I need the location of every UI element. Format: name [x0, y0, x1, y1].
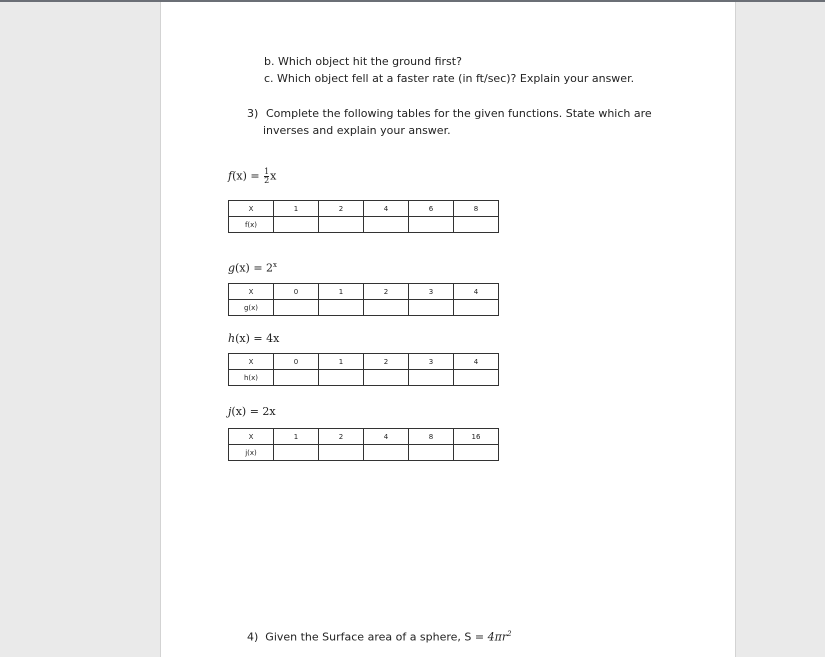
table-j-header-jx: j(x) [229, 445, 274, 461]
table-j-answer-cell [274, 445, 319, 461]
table-f-header-x: X [229, 201, 274, 217]
function-g-arg: (x) = 2 [235, 261, 274, 275]
table-f-cell: 4 [364, 201, 409, 217]
function-f-name: f [228, 169, 233, 183]
table-g-answer-cell [319, 300, 364, 316]
table-g-cell: 3 [409, 284, 454, 300]
table-f-cell: 8 [454, 201, 499, 217]
table-h-row-x [229, 354, 499, 370]
table-j-answer-cell [364, 445, 409, 461]
table-f [228, 200, 499, 233]
function-f-tail: x [270, 169, 277, 183]
table-h-header-x: X [229, 354, 274, 370]
function-h-label [228, 332, 279, 345]
question-4-number: 4) [247, 630, 259, 644]
table-h-row-hx [229, 370, 499, 386]
table-h-cell: 4 [454, 354, 499, 370]
function-h-arg: (x) = 4x [235, 332, 280, 345]
document-page [160, 2, 736, 657]
table-h-answer-cell [274, 370, 319, 386]
table-g-answer-cell [409, 300, 454, 316]
table-g-answer-cell [364, 300, 409, 316]
table-h-answer-cell [364, 370, 409, 386]
table-j-cell: 16 [454, 429, 499, 445]
table-h-cell: 3 [409, 354, 454, 370]
table-f-answer-cell [409, 217, 454, 233]
question-3-line-1: Complete the following tables for the given functions. State which are [266, 107, 652, 120]
table-g-cell: 4 [454, 284, 499, 300]
question-4-text: Given the Surface area of a sphere, S [265, 630, 472, 644]
table-g-answer-cell [274, 300, 319, 316]
function-j-arg: (x) = 2x [231, 405, 276, 418]
question-3-line-2: inverses and explain your answer. [263, 124, 451, 137]
table-j-row-x [229, 429, 499, 445]
fraction-denominator: 2 [264, 176, 270, 185]
function-f-label [228, 168, 276, 185]
table-h-answer-cell [409, 370, 454, 386]
question-2b: b. Which object hit the ground first? [264, 55, 462, 68]
table-f-cell: 6 [409, 201, 454, 217]
table-f-row-x [229, 201, 499, 217]
function-g-name: g [228, 261, 236, 275]
table-g-answer-cell [454, 300, 499, 316]
table-g-header-gx: g(x) [229, 300, 274, 316]
function-j-label [228, 405, 276, 418]
table-g [228, 283, 499, 316]
table-f-cell: 2 [319, 201, 364, 217]
table-g-cell: 1 [319, 284, 364, 300]
table-j-cell: 2 [319, 429, 364, 445]
table-g-row-gx [229, 300, 499, 316]
function-j-name: j [228, 405, 232, 418]
table-h [228, 353, 499, 386]
table-j-cell: 4 [364, 429, 409, 445]
table-j-cell: 8 [409, 429, 454, 445]
table-g-cell: 2 [364, 284, 409, 300]
table-j-header-x: X [229, 429, 274, 445]
table-j-cell: 1 [274, 429, 319, 445]
table-g-header-x: X [229, 284, 274, 300]
table-h-cell: 2 [364, 354, 409, 370]
table-h-cell: 0 [274, 354, 319, 370]
question-2c: c. Which object fell at a faster rate (in ft/sec)? Explain your answer. [264, 72, 635, 85]
table-f-answer-cell [274, 217, 319, 233]
table-j-row-jx [229, 445, 499, 461]
table-g-row-x [229, 284, 499, 300]
function-g-label [228, 261, 277, 275]
table-h-answer-cell [454, 370, 499, 386]
fraction-numerator: 1 [264, 167, 270, 176]
fraction-one-half [264, 168, 269, 185]
function-h-name: h [228, 332, 236, 345]
table-j-answer-cell [409, 445, 454, 461]
table-f-header-fx: f(x) [229, 217, 274, 233]
table-h-cell: 1 [319, 354, 364, 370]
question-4 [247, 630, 512, 644]
table-f-row-fx [229, 217, 499, 233]
table-f-cell: 1 [274, 201, 319, 217]
question-3-number: 3) [247, 107, 259, 120]
table-f-answer-cell [364, 217, 409, 233]
table-f-answer-cell [454, 217, 499, 233]
table-j-answer-cell [454, 445, 499, 461]
function-f-arg: (x) = [232, 169, 264, 183]
table-h-answer-cell [319, 370, 364, 386]
table-h-header-hx: h(x) [229, 370, 274, 386]
formula-exponent: 2 [507, 630, 512, 638]
function-g-exponent: x [273, 261, 277, 269]
table-j [228, 428, 499, 461]
surface-area-formula: = 4πr [474, 630, 508, 644]
table-f-answer-cell [319, 217, 364, 233]
table-j-answer-cell [319, 445, 364, 461]
table-g-cell: 0 [274, 284, 319, 300]
